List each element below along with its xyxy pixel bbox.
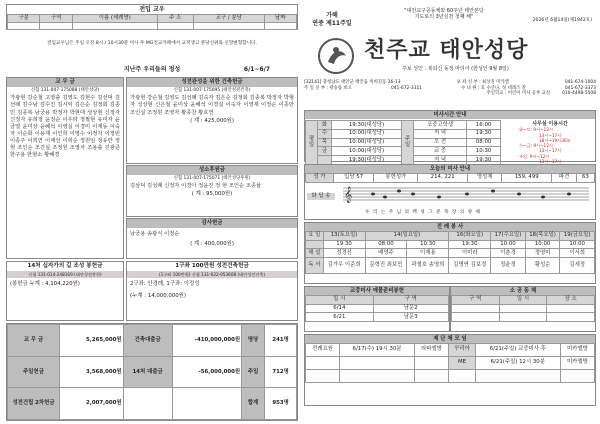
- roster-subcol: 10:00: [560, 240, 595, 249]
- thanks-title: 감사헌금: [127, 219, 297, 228]
- roster-col: 17(수요일): [491, 231, 526, 240]
- hymn-comm: 159, 499: [502, 173, 552, 182]
- offering-date: 6/1~6/7: [243, 66, 270, 73]
- holy-total: ( 계 : 95,000원): [191, 191, 233, 198]
- hymn-send: 63: [576, 173, 594, 182]
- mass-slot-time: 16:00: [467, 121, 501, 130]
- slogan: [374, 8, 514, 21]
- office-hours: [505, 121, 595, 169]
- roster-cell: 정영미: [525, 249, 560, 258]
- staff2-phone: 041-672-3373: [564, 85, 596, 91]
- groups-col: 일 시: [306, 295, 374, 304]
- mass-slot: 교 중: [414, 147, 467, 156]
- staff2: 수 녀 원 : 호 수산나, 성 데레즈 잔: [461, 85, 526, 91]
- dept-title: 제 단 체 모 임: [305, 335, 595, 343]
- mass-title: 미사시간 안내: [305, 111, 595, 119]
- small-title: 소 공 동 체: [451, 287, 595, 295]
- mass-slot-time: 19:30: [467, 129, 501, 138]
- summary-label3: 명당: [242, 325, 265, 357]
- building-title: 성전완성을 위한 건축헌금: [127, 78, 297, 87]
- summary-label: 성전건립 2차헌금: [8, 388, 60, 420]
- dept-time: 6/17(수) 19시 30분: [340, 343, 415, 356]
- groups-date: 6/21: [306, 313, 374, 322]
- million-line: 2구좌: 안경례, 1구좌: 이정성: [130, 281, 200, 288]
- mass-time: 19:30(대성당): [332, 156, 402, 165]
- staff1: 보 좌 신 부 : 최상진 미카엘: [456, 80, 509, 85]
- dept-place: 미카엘방: [560, 343, 594, 356]
- thanks-box: [126, 218, 298, 259]
- summary-label: 주일헌금: [8, 356, 60, 388]
- summary-value3: 712명: [265, 356, 297, 388]
- contact-block: [304, 80, 596, 97]
- small-col: 장 소: [547, 295, 595, 304]
- summary-row: [8, 325, 297, 357]
- staff3: 주일학교 : 어린이 미사 공부 교실: [486, 91, 551, 96]
- summary-label2: 14처 대출금: [123, 356, 172, 388]
- office-line: 주일: 9시~12시: [519, 153, 550, 159]
- mass-day: 목: [318, 138, 332, 147]
- roster-subcol: 19:30: [323, 240, 365, 249]
- summary-value3: 241명: [265, 325, 297, 357]
- hymn-label: 성 가: [306, 173, 334, 182]
- roster-col: 18(목요일): [525, 231, 560, 240]
- offering-title: 지난주 우리들의 정성: [123, 66, 181, 73]
- issue-date: 2026년 6월14일(제1942호): [532, 18, 592, 23]
- summary-label2: [123, 388, 172, 420]
- col-zone: 구역: [40, 14, 72, 23]
- mass-day: 수: [318, 129, 332, 138]
- roster-cell: 김세정: [560, 258, 595, 274]
- today-mass: [304, 164, 596, 220]
- groups-col: 구 역: [373, 295, 448, 304]
- roster-cell: 정윤정: [491, 258, 526, 274]
- office-line: 수~금: 9시~12시: [519, 143, 553, 148]
- million-account: (1구좌 100만원) 신협 131-022-953608 (태안성전건축): [127, 271, 297, 278]
- roster-col: 16(화요일): [449, 231, 491, 240]
- week-label: 연중 제11주일: [312, 19, 352, 27]
- million-title: 1구좌 100만원 성전건축헌금: [175, 263, 249, 269]
- hymn-comm-label: 영성체: [468, 173, 502, 182]
- address: [32141] 충청남도 태안군 태안읍 미희길동 26-13: [304, 80, 401, 85]
- roster-role: 해 설: [306, 249, 324, 258]
- left-page: [6, 0, 298, 424]
- roster-cell: 김가우 이준희: [323, 258, 365, 274]
- summary-table: [6, 323, 298, 421]
- summary-value: 2,007,000원: [60, 388, 124, 420]
- office-title: 사무실 이용시간: [532, 121, 568, 127]
- roster-cell: 이서희: [560, 249, 595, 258]
- roster-subcol: 10:00: [525, 240, 560, 249]
- small-community: [450, 286, 596, 332]
- mass-slot: 저 녁: [414, 156, 467, 165]
- group-meetings: [304, 334, 596, 406]
- summary-value: 5,265,000원: [60, 325, 124, 357]
- psalm-label: 화 답 송: [307, 193, 335, 200]
- holy-title: 성소후원금: [127, 166, 297, 175]
- sunday-label: 주 일: [402, 121, 414, 165]
- col-name: 이름 (세례명): [72, 14, 157, 23]
- slogan-line2: 기도로의 3년실천 첫째 해": [414, 14, 474, 21]
- roster-col: 요 일: [306, 231, 324, 240]
- psalm-lyrics: 우 리 는 주 님 의 백 성 그 분 목 장 의 양 떼: [365, 210, 482, 215]
- mass-time: 10:00(대성당): [332, 138, 402, 147]
- summary-row: [8, 388, 297, 420]
- roster-subcol: 08:00: [365, 240, 407, 249]
- weekday-label: 평 일: [306, 121, 318, 165]
- hymn-entry: 입당 57: [333, 173, 374, 182]
- cross-account: 신협 131-014-248169 (태안성전봉헌): [7, 271, 123, 278]
- roster-cell: 곽철호 송영희: [407, 258, 449, 274]
- roster-col: 14(일요일): [365, 231, 449, 240]
- roster-cell: 이미라: [449, 249, 491, 258]
- mass-slot-time: 10:30: [467, 147, 501, 156]
- groups-row: [306, 313, 449, 322]
- roster-subcol: 10:00: [491, 240, 526, 249]
- summary-row: [8, 356, 297, 388]
- staff1-phone: 041-674-1004: [564, 80, 596, 85]
- holy-account: 신협 131-007-175071 (태안성당후원): [173, 175, 251, 181]
- patron: 주보 성인 : 복되신 동정 마리아 (한성인 9월 8일): [402, 66, 509, 72]
- hymn-offer-label: 봉헌성가: [374, 173, 418, 182]
- pastor: 주 일 신 부 : 곽승룡 비오: [304, 85, 353, 91]
- mass-day: 금: [318, 147, 332, 156]
- col-type: 구분: [8, 14, 40, 23]
- office-line: 13시~17시: [539, 148, 562, 154]
- groups-zone: 남문2: [373, 304, 448, 313]
- million-total: (누계 : 14,000,000원): [130, 292, 186, 299]
- transfer-notice: 전입교우님은 주일 오전 8시 / 10시30분 미사 후 MG진교카페에서 교적갱고 분당신위와 신망변형합니다.: [47, 41, 257, 46]
- col-parish: 교구 / 분당: [194, 14, 264, 23]
- mass-day: 화: [318, 121, 332, 130]
- dept-row: [306, 343, 595, 356]
- roster-col: 13(토요일): [323, 231, 365, 240]
- thanks-total: ( 계 : 400,000원): [190, 240, 234, 247]
- holy-box: [126, 165, 298, 217]
- parish-logo-icon: [318, 38, 354, 74]
- roster-role: 독 서: [306, 258, 324, 274]
- pastor-phone: 041-672-3311: [390, 85, 423, 91]
- roster-row: [306, 249, 595, 258]
- summary-value2: [172, 388, 241, 420]
- summary-value2: -56,000,000원: [172, 356, 241, 388]
- dues-names: 가광현 강순철 고영출 김영도 김현수 김선덕 김선례 김수남 김수진 김시익 김은순 김정회 김종민 김종복 남궁용 박정자 박현대 성상현 신정자 신정자 유희정 윤정순 이우라 정필현 유미자 윤금열 윤미상 윤혜석 이영실 이경미 이계동 이숙자 이순화 이용재 이인희 이영수 이정자 이정빈 이종주 이희연 이재선 이희순 정원임 정유란 정 현 조인순 조진실 조정원 조영자 조용출 진광큰 한구용 한헝소 황혜경: [10, 95, 120, 159]
- roster-subcol: 10:30: [407, 240, 449, 249]
- roster-cell: 배영주: [365, 249, 407, 258]
- cross-total: (봉헌금 누계 : 4,104,220원): [10, 281, 80, 288]
- office-line: 화~토: 9시~12시: [519, 127, 553, 133]
- dues-account: 신협 131-007-175088 (태안성당): [30, 87, 100, 93]
- offering-groups: [304, 286, 450, 332]
- dept-group: 전례요원: [306, 343, 340, 356]
- ministry-roster: [304, 222, 596, 284]
- roster-cell: 정경선: [323, 249, 365, 258]
- building-box: [126, 77, 298, 164]
- office-line: 13시~17시: [539, 158, 562, 164]
- dept-group: 꾸리아: [449, 343, 476, 356]
- holy-names: 김삼덕 김성례 신정자 이경아 정윤진 정 현 조인순 조종율: [130, 183, 262, 190]
- hymn-send-label: 파견: [552, 173, 577, 182]
- roster-cell: 이재용: [407, 249, 449, 258]
- mass-time: 10:00(대성당): [332, 129, 402, 138]
- office-line: 18시~19시30분: [539, 137, 571, 143]
- building-names: 가광현 강순철 김영도 김선례 김숙자 김은순 김정회 김종복 박정자 박형자 성상현 신은철 윤미상 윤혜석 이경실 이숙자 이영재 이정순 이종만 조인실 조정원 조영자 황종찬 황호연: [130, 95, 294, 116]
- dept-group: ME: [449, 356, 476, 369]
- summary-label: 교 무 금: [8, 325, 60, 357]
- mass-slot-time: 08:00: [467, 138, 501, 147]
- dept-time: 6/21(주일) 교중미사 후: [475, 343, 560, 356]
- mass-slot: 오 전: [414, 138, 467, 147]
- roster-cell: 황성순: [525, 258, 560, 274]
- mass-times: [304, 110, 596, 162]
- roster-cell: 김명연 김보경: [449, 258, 491, 274]
- dept-place: 라파엘방: [414, 343, 448, 356]
- roster-subcol: [306, 240, 324, 249]
- transfer-table: [6, 4, 298, 30]
- parish-title: 천주교 태안성당: [364, 37, 529, 63]
- million-box: [126, 261, 298, 321]
- svg-text:𝄞: 𝄞: [344, 187, 353, 203]
- mass-day: [318, 156, 332, 165]
- summary-label3: 주일: [242, 356, 265, 388]
- roster-subcol: 19:30: [449, 240, 491, 249]
- dues-title: 교 무 금: [7, 78, 123, 87]
- cross-title: 14처 십자가의 길 조성 봉헌금: [27, 263, 103, 269]
- slogan-line1: "대전교구공동체와 60주년 태안본당: [404, 8, 484, 14]
- mass-slot-time: 19:30: [467, 156, 501, 165]
- offering-heading: [6, 66, 298, 74]
- right-page: [304, 0, 596, 424]
- summary-label2: 건축대출금: [123, 325, 172, 357]
- cross-box: [6, 261, 124, 321]
- mass-slot: 조중고학생: [414, 121, 467, 130]
- groups-title: 교중미사 예물준비봉헌: [305, 287, 449, 295]
- mass-slot: 저 녁: [414, 129, 467, 138]
- building-account: 신협 131-007-175095 (태안성전건축): [173, 87, 251, 93]
- transfer-title: 전입 교우: [139, 5, 165, 13]
- groups-date: 6/14: [306, 304, 374, 313]
- hymn-offer: 214, 221: [418, 173, 468, 182]
- summary-value3: 953명: [265, 388, 297, 420]
- building-total: ( 계 : 425,000원): [190, 117, 234, 124]
- office-line: 13시~17시: [539, 132, 562, 138]
- dept-place: 미카엘방: [560, 356, 594, 369]
- summary-label3: 합계: [242, 388, 265, 420]
- dues-box: [6, 77, 124, 259]
- today-title: 오늘의 미사 안내: [305, 165, 595, 173]
- roster-row: [306, 258, 595, 274]
- col-date: 날짜: [264, 14, 297, 23]
- roster-title: 전 례 봉 사: [305, 223, 595, 231]
- roster-cell: 문혁진 최보민: [365, 258, 407, 274]
- dept-time: 6/21(주일) 12시 30분: [475, 356, 560, 369]
- staff3-phone: 010-4498-5508: [562, 91, 596, 96]
- thanks-names: 남궁용 송광식 이정순: [130, 230, 180, 237]
- dept-row: [306, 356, 595, 369]
- groups-row: [306, 304, 449, 313]
- roster-cell: 이춘경: [491, 249, 526, 258]
- kind-label: 가해: [326, 12, 338, 19]
- small-col: 일 시: [499, 295, 547, 304]
- groups-zone: 남문3: [373, 313, 448, 322]
- small-col: 구 역: [452, 295, 500, 304]
- col-address: 주 소: [157, 14, 194, 23]
- summary-value: 3,568,000원: [60, 356, 124, 388]
- mass-time: 19:30(대성당): [332, 121, 402, 130]
- liturgical-kind: [308, 12, 356, 27]
- mass-time: 10:00(대성당): [332, 147, 402, 156]
- summary-value2: -410,000,000원: [172, 325, 241, 357]
- roster-col: 19(금요일): [560, 231, 595, 240]
- music-staff-icon: [343, 185, 589, 209]
